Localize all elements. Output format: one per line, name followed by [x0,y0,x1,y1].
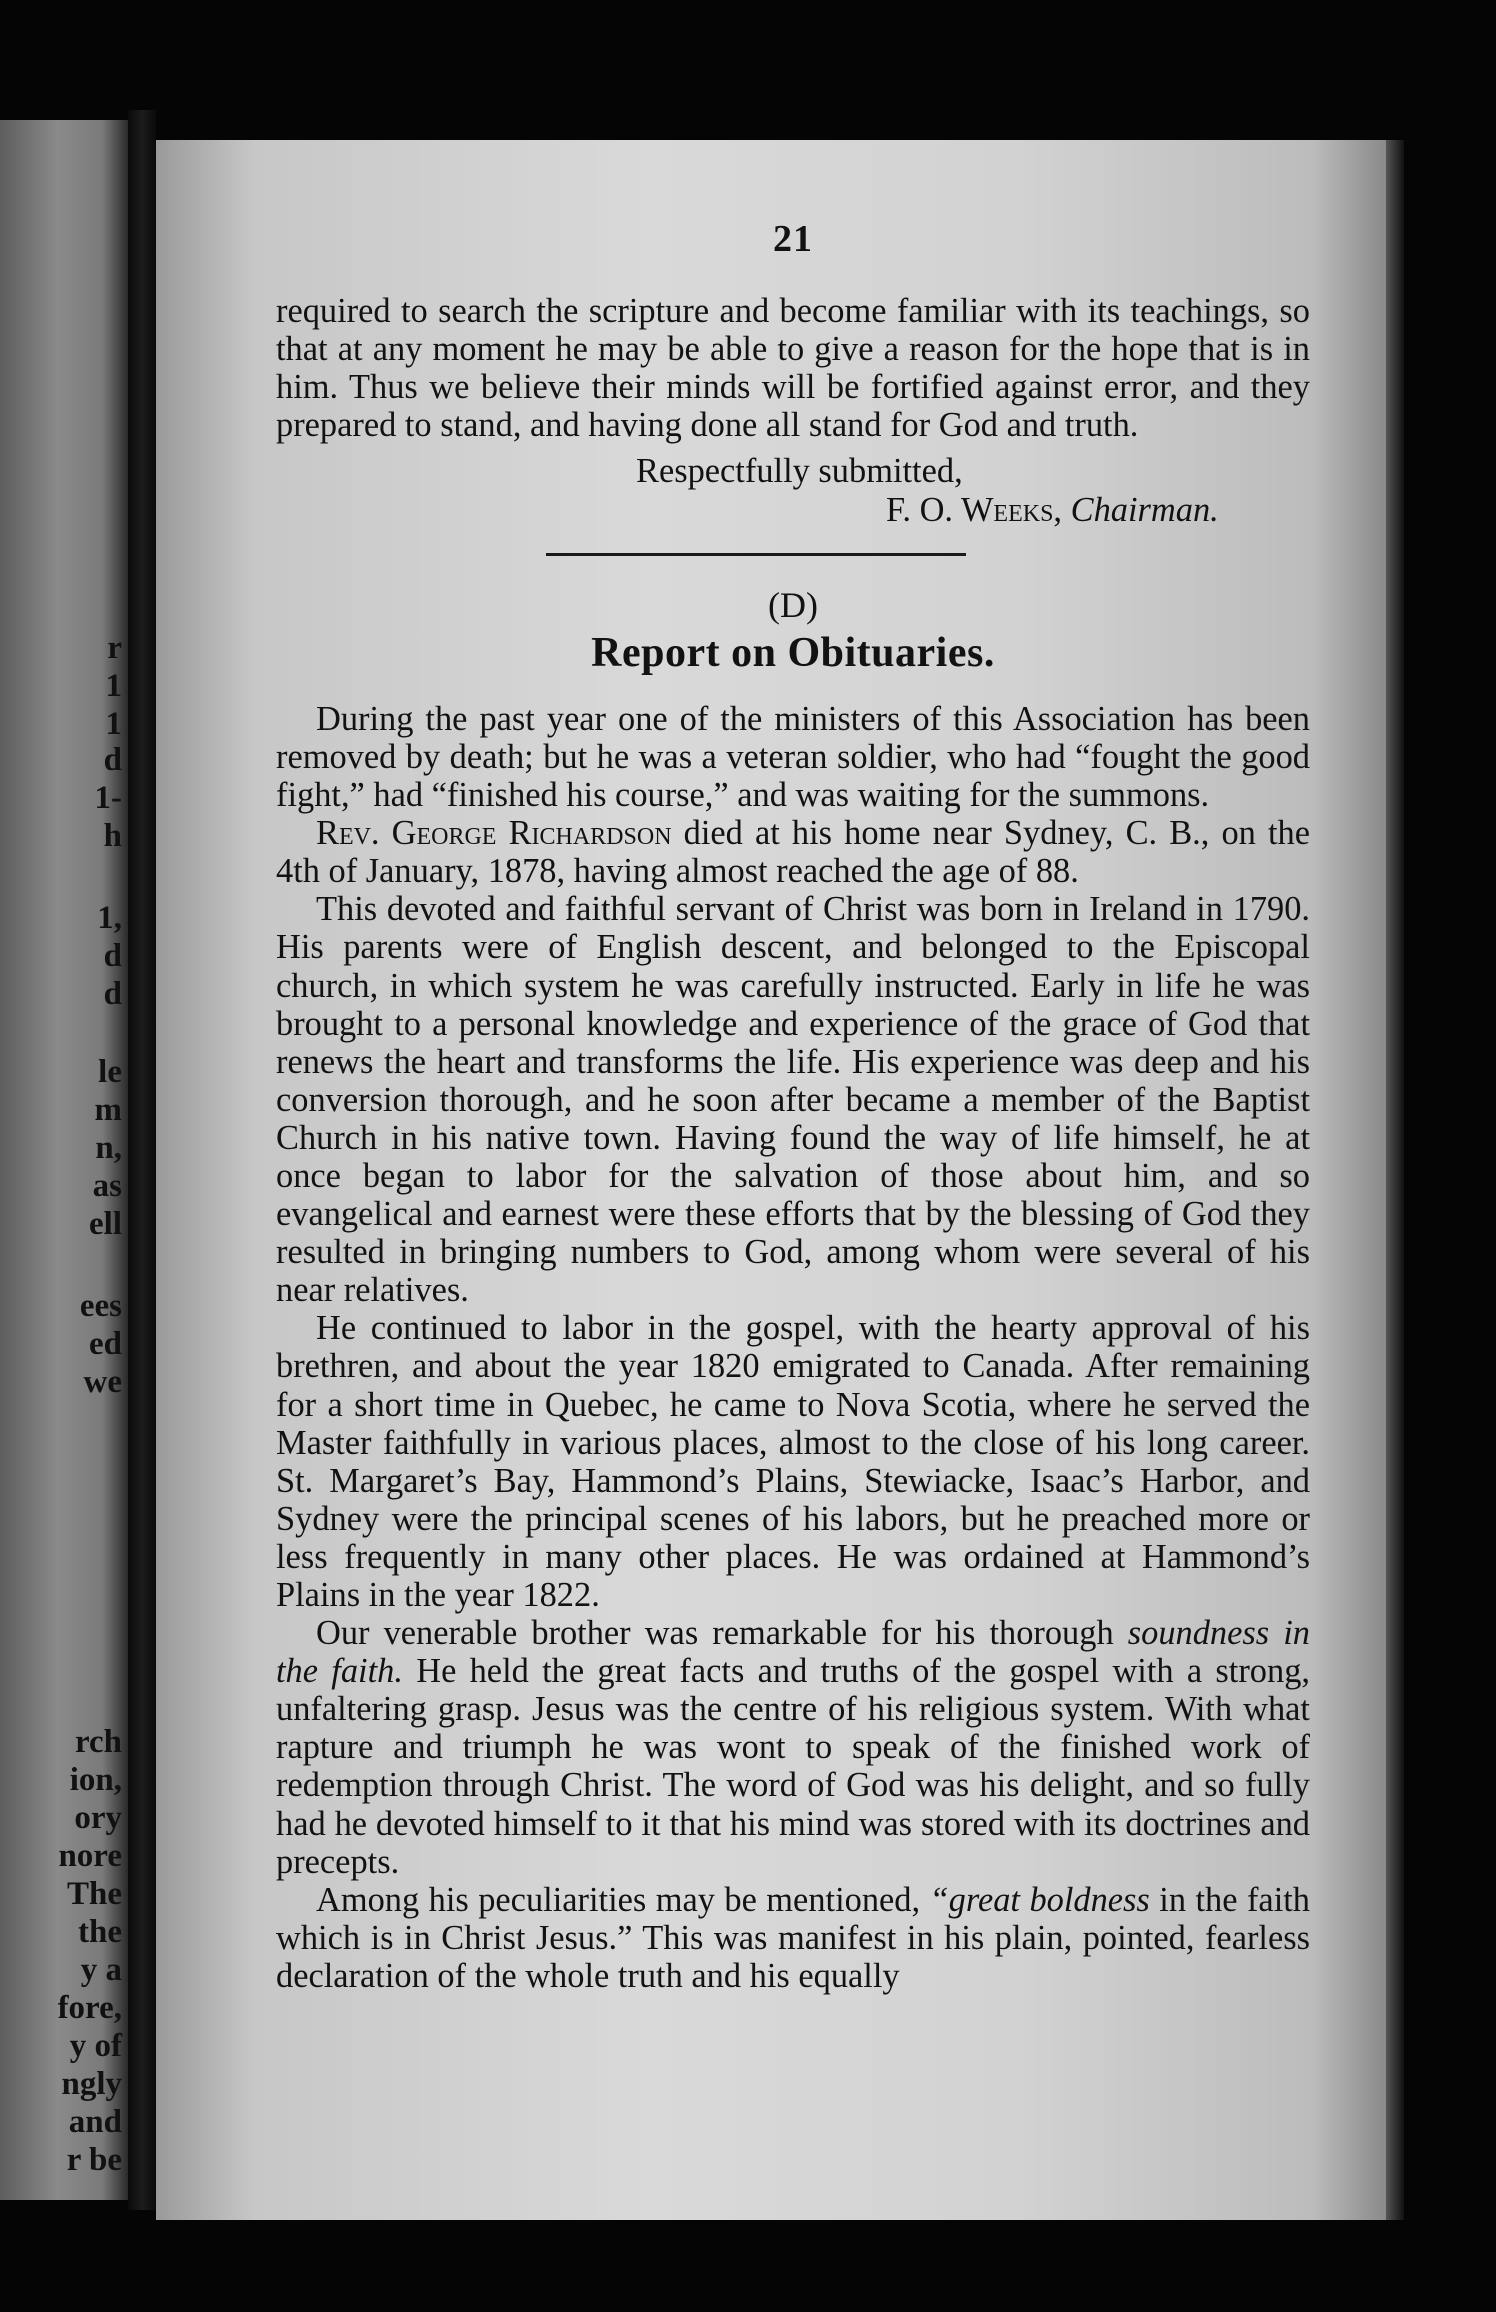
adjacent-page-fragment: ory [74,1800,122,1836]
adjacent-page-fragment: we [83,1364,122,1400]
page-edge-shadow [1386,140,1404,2220]
adjacent-page-fragment: n, [95,1130,122,1166]
body-paragraph-text: died at his home near Sydney, C. B., on the 4th of January, 1878, having almost reached the age of 88. [276,814,1310,891]
adjacent-page-fragment: and [68,2104,122,2140]
adjacent-page-fragment: r [107,630,122,666]
adjacent-page-fragment: h [103,818,122,854]
adjacent-page-fragment: ees [79,1288,122,1324]
adjacent-page-fragment: the [78,1914,122,1950]
page-text-column [276,220,1310,1995]
document-page [156,140,1386,2220]
adjacent-page-fragment: nore [58,1838,122,1874]
adjacent-page-fragment: m [94,1092,122,1128]
minister-name: Rev. George Richardson [316,814,672,853]
signoff-closing: Respectfully submitted, [636,452,963,491]
body-paragraph: During the past year one of the ministers of this Association has been removed by death; but he was a veteran soldier, who had “fought the good fight,” had “finished his course,” and was waiting for the summons. [276,699,1310,815]
body-paragraph: He continued to labor in the gospel, with the hearty approval of his brethren, and about the year 1820 emigrated to Canada. After remaining for a short time in Quebec, he came to Nova Scotia, where he served the Master faithfully in various places, almost to the close of his long career. St. Margaret’s Bay, Hammond’s Plains, Stewiacke, Isaac’s Harbor, and Sydney were the principal scenes of his labors, but he preached more or less frequently in many other places. He was ordained at Hammond’s Plains in the year 1822. [276,1309,1310,1614]
adjacent-page-fragment: rch [74,1724,122,1760]
adjacent-page-fragment: as [92,1168,122,1204]
body-paragraph-text: Our venerable brother was remarkable for his thorough [316,1614,1114,1653]
emphasis-text: soundness in the faith. [276,1614,1310,1691]
body-paragraph [276,1881,1310,1995]
body-paragraph-text: He held the great facts and truths of the gospel with a strong, unfaltering grasp. Jesus was the centre of his religious system. With what rapture and triumph he was wont to speak of the finished work of redemption through Christ. The word of God was his delight, and so fully had he devoted himself to it that his mind was stored with its doctrines and precepts. [276,1652,1310,1881]
page-number: 21 [773,218,813,260]
adjacent-page-fragment: The [66,1876,122,1912]
adjacent-page-fragment: d [103,938,122,974]
adjacent-page-fragment: d [103,976,122,1012]
body-paragraph-text: in the faith which is in Christ Jesus.” This was manifest in his plain, pointed, fearless declaration of the whole truth and his equally [276,1880,1310,1995]
signoff-name: F. O. Weeks, [886,490,1063,529]
adjacent-page-fragment: r be [66,2142,122,2178]
signoff-signature [276,491,1310,529]
adjacent-page-fragment: ell [89,1206,122,1242]
signoff-role: Chairman. [1070,490,1219,529]
adjacent-page-fragment: ngly [61,2066,122,2102]
adjacent-page-fragment: y a [80,1952,122,1988]
emphasis-text: “great boldness [929,1880,1150,1919]
adjacent-page-fragment: 1- [94,780,122,816]
body-paragraph-text: Among his peculiarities may be mentioned, [316,1880,921,1919]
adjacent-page-fragment: ion, [69,1762,122,1798]
adjacent-page-fragment: 1 [105,706,122,742]
section-letter: (D) [768,584,818,625]
signoff-block [276,452,1310,528]
section-title: Report on Obituaries. [591,629,995,676]
adjacent-page-fragment: d [103,742,122,778]
continued-paragraph: required to search the scripture and become familiar with its teachings, so that at any moment he may be able to give a reason for the hope that is in him. Thus we believe their minds will be fortified against error, and they prepared to stand, and having done all stand for God and truth. [276,292,1310,445]
adjacent-page-fragment: fore, [57,1990,122,2026]
adjacent-page-fragment: 1, [97,900,122,936]
section-divider [546,553,966,556]
book-gutter [128,110,156,2210]
body-paragraph: This devoted and faithful servant of Christ was born in Ireland in 1790. His parents were of English descent, and belonged to the Episcopal church, in which system he was carefully instructed. Early in life he was brought to a personal knowledge and experience of the grace of God that renews the heart and transforms the life. His experience was deep and his conversion thorough, and he soon after became a member of the Baptist Church in his native town. Having found the way of life himself, he at once began to labor for the salvation of those about him, and so evangelical and earnest were these efforts that by the blessing of God they resulted in bringing numbers to God, among whom were several of his near relatives. [276,890,1310,1310]
adjacent-page-fragment: le [98,1054,122,1090]
adjacent-page-fragment: ed [89,1326,122,1362]
body-paragraph [276,814,1310,890]
adjacent-page-fragment: 1 [105,668,122,704]
body-paragraph [276,1614,1310,1881]
adjacent-page-strip [0,120,128,2200]
adjacent-page-fragment: y of [69,2028,122,2064]
